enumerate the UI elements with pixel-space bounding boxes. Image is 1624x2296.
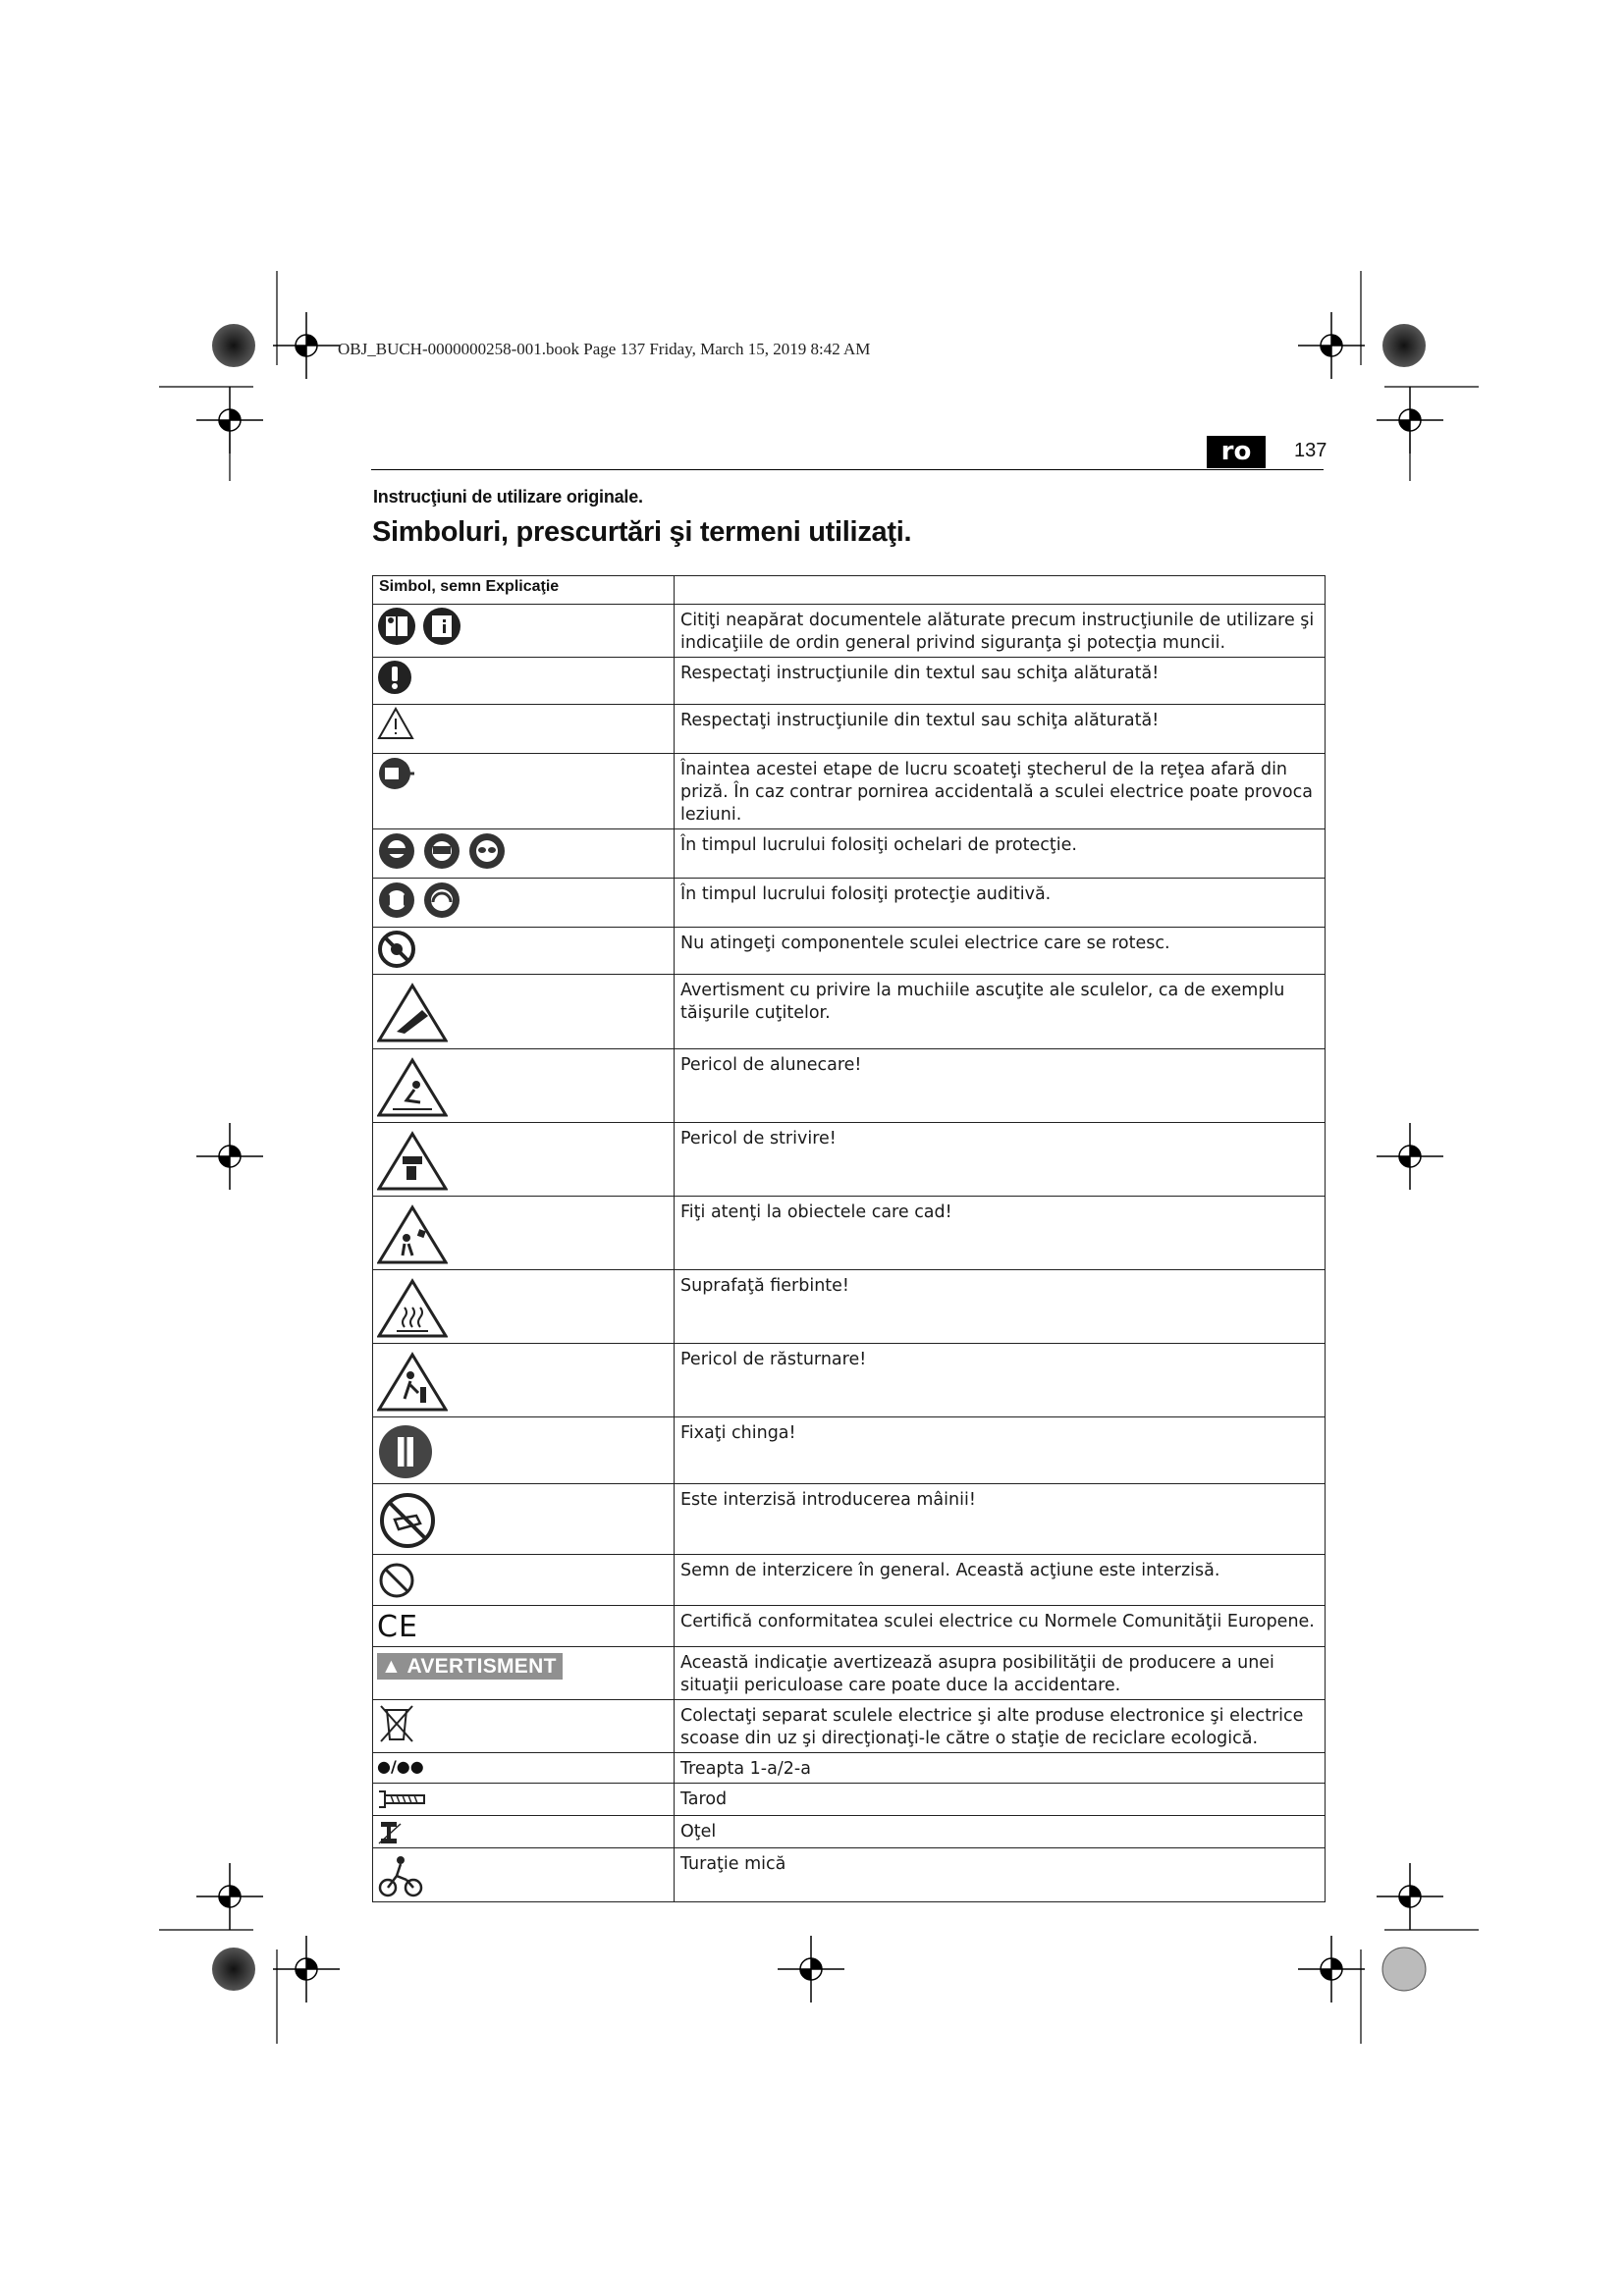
row-text: În timpul lucrului folosiţi ochelari de protecţie. xyxy=(675,829,1326,879)
crush-hazard-icon xyxy=(377,1131,448,1192)
table-row xyxy=(373,1555,1326,1606)
row-text: Pericol de alunecare! xyxy=(675,1049,1326,1123)
row-text: Certifică conformitatea sculei electrice cu Normele Comunităţii Europene. xyxy=(675,1606,1326,1647)
manual-book-icon xyxy=(422,607,461,646)
table-row xyxy=(373,1647,1326,1700)
read-manual-icon xyxy=(377,607,416,646)
ear-muffs-icon xyxy=(422,881,461,920)
page-number: 137 xyxy=(1294,440,1327,461)
table-row xyxy=(373,1753,1326,1784)
warning-label-icon: ▲ AVERTISMENT xyxy=(377,1653,563,1680)
document-subtitle: Instrucţiuni de utilizare originale. xyxy=(373,487,643,507)
table-row xyxy=(373,658,1326,705)
row-text: Avertisment cu privire la muchiile ascuţite ale sculelor, ca de exemplu tăişurile cuţitelor. xyxy=(675,975,1326,1049)
book-info-header: OBJ_BUCH-0000000258-001.book Page 137 Friday, March 15, 2019 8:42 AM xyxy=(338,340,871,358)
row-text: Fixaţi chinga! xyxy=(675,1417,1326,1484)
ce-mark-icon: CE xyxy=(377,1610,418,1644)
table-row xyxy=(373,1484,1326,1555)
table-header-symbol: Simbol, semn Explicaţie xyxy=(373,576,675,605)
tipping-hazard-icon xyxy=(377,1352,448,1413)
face-shield-icon xyxy=(422,831,461,871)
warning-triangle-icon xyxy=(377,707,414,740)
steel-icon xyxy=(377,1820,405,1845)
table-row xyxy=(373,829,1326,879)
tap-icon xyxy=(377,1788,428,1811)
stage-dots-icon: ●/●● xyxy=(377,1757,424,1776)
row-text: Oţel xyxy=(675,1816,1326,1848)
row-text: În timpul lucrului folosiţi protecţie auditivă. xyxy=(675,879,1326,928)
table-row xyxy=(373,928,1326,975)
row-text: Această indicaţie avertizează asupra posibilităţii de producere a unei situaţii periculoase care poate duce la accidentare. xyxy=(675,1647,1326,1700)
row-text: Fiţi atenţi la obiectele care cad! xyxy=(675,1197,1326,1270)
table-row xyxy=(373,1816,1326,1848)
row-text: Respectaţi instrucţiunile din textul sau schiţa alăturată! xyxy=(675,658,1326,705)
goggles-icon xyxy=(467,831,507,871)
page-title: Simboluri, prescurtări şi termeni utilizaţi. xyxy=(372,516,912,548)
row-text: Treapta 1-a/2-a xyxy=(675,1753,1326,1784)
low-speed-icon xyxy=(377,1854,424,1897)
mandatory-exclamation-icon xyxy=(377,660,412,695)
no-touch-rotating-icon xyxy=(377,930,416,969)
row-text: Pericol de răsturnare! xyxy=(675,1344,1326,1417)
row-text: Tarod xyxy=(675,1784,1326,1816)
unplug-icon xyxy=(377,756,416,791)
header-rule xyxy=(371,469,1324,470)
hearing-protection-icon xyxy=(377,881,416,920)
table-row xyxy=(373,1417,1326,1484)
table-row xyxy=(373,975,1326,1049)
row-text: Este interzisă introducerea mâinii! xyxy=(675,1484,1326,1555)
fasten-strap-icon xyxy=(377,1423,434,1480)
row-text: Pericol de strivire! xyxy=(675,1123,1326,1197)
registration-wheel-tl xyxy=(212,324,255,367)
row-text: Înaintea acestei etape de lucru scoateţi ştecherul de la reţea afară din priză. În caz contrar pornirea accidentală a sculei electrice poate provoca leziuni. xyxy=(675,754,1326,829)
row-text: Suprafaţă fierbinte! xyxy=(675,1270,1326,1344)
table-row xyxy=(373,1049,1326,1123)
table-row xyxy=(373,1123,1326,1197)
weee-bin-icon xyxy=(377,1702,416,1745)
table-row xyxy=(373,1344,1326,1417)
row-text: Semn de interzicere în general. Această acţiune este interzisă. xyxy=(675,1555,1326,1606)
language-badge: ro xyxy=(1207,436,1266,468)
row-text: Colectaţi separat sculele electrice şi alte produse electronice şi electrice scoase din uz şi direcţionaţi-le către o staţie de reciclare ecologică. xyxy=(675,1700,1326,1753)
slip-hazard-icon xyxy=(377,1057,448,1118)
registration-wheel-br xyxy=(1382,1948,1426,1991)
table-row xyxy=(373,879,1326,928)
eye-protection-icon xyxy=(377,831,416,871)
table-header-row xyxy=(373,576,1326,605)
registration-wheel-bl xyxy=(212,1948,255,1991)
falling-objects-icon xyxy=(377,1204,448,1265)
symbols-table xyxy=(372,575,1326,1902)
registration-wheel-tr xyxy=(1382,324,1426,367)
no-hand-insert-icon xyxy=(377,1492,438,1549)
table-row xyxy=(373,705,1326,754)
table-row xyxy=(373,1784,1326,1816)
row-text: Nu atingeţi componentele sculei electrice care se rotesc. xyxy=(675,928,1326,975)
sharp-edges-warning-icon xyxy=(377,983,448,1043)
row-text: Citiţi neapărat documentele alăturate precum instrucţiunile de utilizare şi indicaţiile de ordin general privind siguranţa şi potecţia muncii. xyxy=(675,605,1326,658)
table-row xyxy=(373,1270,1326,1344)
table-row xyxy=(373,1700,1326,1753)
prohibition-icon xyxy=(377,1561,416,1600)
table-row xyxy=(373,1848,1326,1902)
table-row xyxy=(373,1606,1326,1647)
row-text: Turaţie mică xyxy=(675,1848,1326,1902)
table-row xyxy=(373,605,1326,658)
table-row xyxy=(373,1197,1326,1270)
row-text: Respectaţi instrucţiunile din textul sau schiţa alăturată! xyxy=(675,705,1326,754)
hot-surface-icon xyxy=(377,1278,448,1339)
table-header-blank xyxy=(675,576,1326,605)
table-row xyxy=(373,754,1326,829)
